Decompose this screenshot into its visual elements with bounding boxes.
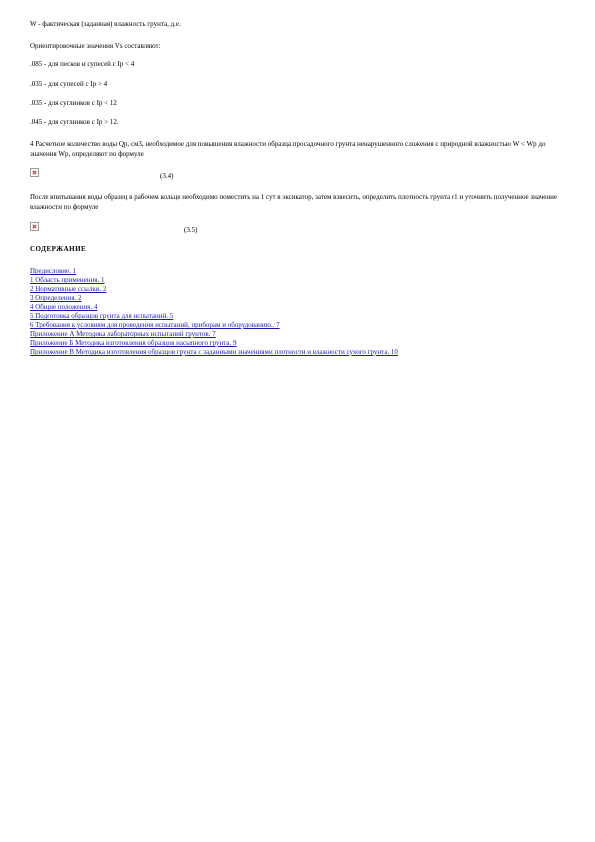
value-line-2: .035 - для супесей с Ip > 4 — [30, 80, 108, 88]
toc-item — [30, 285, 398, 294]
toc-item — [30, 339, 398, 348]
toc-link-preface[interactable]: Предисловие. 1 — [30, 267, 77, 275]
toc-link-general-provisions[interactable]: 4 Общие положения. 4 — [30, 303, 98, 311]
paragraph-w-definition: W - фактическая (заданная) влажность грунта, д.е. — [30, 20, 181, 28]
value-line-1: .085 - для песков и супесей с Ip < 4 — [30, 60, 135, 68]
toc-link-definitions[interactable]: 3 Определения. 2 — [30, 294, 82, 302]
value-line-3: .035 - для суглинков с Ip < 12 — [30, 99, 117, 107]
toc-item — [30, 321, 398, 330]
toc-item — [30, 267, 398, 276]
value-line-4: .045 - для суглинков с Ip > 12. — [30, 118, 119, 126]
toc-link-sample-preparation[interactable]: 5 Подготовка образцов грунта для испытаний. 5 — [30, 312, 174, 320]
toc-item — [30, 348, 398, 357]
toc-link-test-requirements[interactable]: 6 Требования к условиям для проведения испытаний, приборам и оборудованию.. 7 — [30, 321, 280, 329]
toc-link-appendix-v[interactable]: Приложение В Методика изготовления образцов грунта с заданными значениями плотности и влажности сухого грунта. 10 — [30, 348, 398, 356]
equation-number-3-5: (3.5) — [184, 226, 198, 234]
toc-item — [30, 312, 398, 321]
broken-image-icon — [30, 168, 39, 177]
paragraph-after-soak: После впитывания воды образец в рабочем кольце необходимо поместить на 1 сут в эксикатор, затем взвесить, определить плотность грунта r1 и уточнить полученное значение влажности по формуле — [30, 193, 557, 211]
toc-title: СОДЕРЖАНИЕ — [30, 245, 87, 253]
equation-number-3-4: (3.4) — [160, 172, 174, 180]
toc-item — [30, 330, 398, 339]
paragraph-reference-values: Ориентировочные значения Vs составляют: — [30, 42, 161, 50]
toc-link-scope[interactable]: 1 Область применения. 1 — [30, 276, 105, 284]
toc-link-appendix-a[interactable]: Приложение А Методика лабораторных испытаний грунтов. 7 — [30, 330, 216, 338]
table-of-contents — [30, 267, 398, 357]
toc-item — [30, 303, 398, 312]
toc-link-normative-references[interactable]: 2 Нормативные ссылки. 2 — [30, 285, 107, 293]
toc-link-appendix-b[interactable]: Приложение Б Методика изготовления образцов насыпного грунта. 9 — [30, 339, 237, 347]
toc-item — [30, 276, 398, 285]
paragraph-4: 4 Расчетное количество воды Qp, см3, необходимое для повышения влажности образца просадочного грунта ненарушенного сложения с природной влажностью W < Wp до значения Wp, определяют по формуле — [30, 140, 546, 158]
broken-image-icon — [30, 222, 39, 231]
toc-item — [30, 294, 398, 303]
